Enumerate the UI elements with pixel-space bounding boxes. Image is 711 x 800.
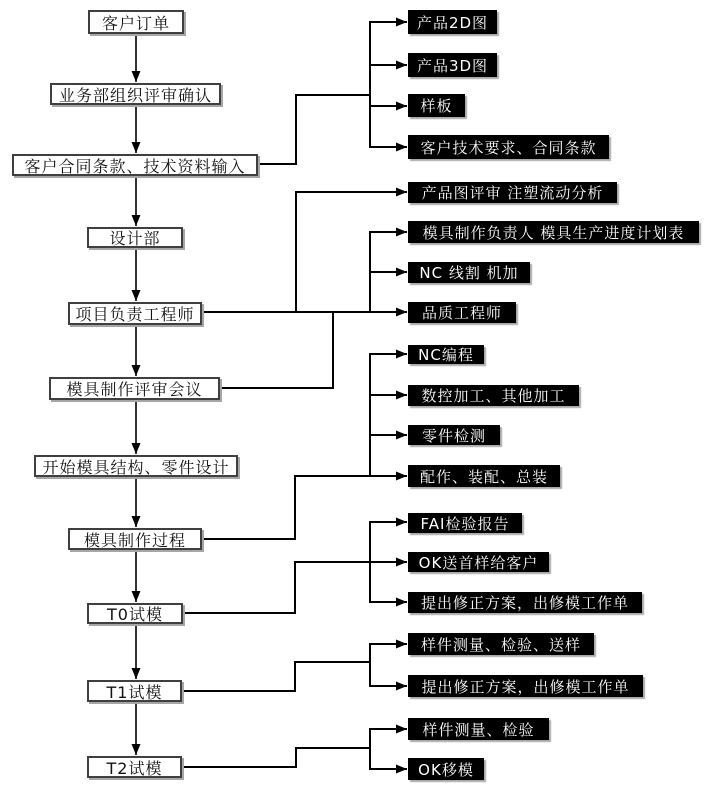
output-revision-plan-t0: 提出修正方案，出修模工作单 — [408, 592, 642, 613]
output-part-inspection: 零件检测 — [408, 425, 500, 445]
output-sample-measure-inspect: 样件测量、检验 — [408, 718, 549, 740]
flow-step-t2-trial: T2试模 — [87, 756, 182, 778]
output-revision-plan-t1: 提出修正方案，出修模工作单 — [408, 675, 643, 697]
edge-group-inputs — [258, 21, 407, 164]
output-cnc-other-machining: 数控加工、其他加工 — [408, 385, 579, 406]
flow-step-mold-making-process: 模具制作过程 — [68, 528, 202, 550]
output-product-2d-drawing: 产品2D图 — [408, 10, 497, 34]
edge-group-mold-making — [202, 353, 407, 539]
output-fai-report: FAI检验报告 — [408, 513, 522, 533]
output-fitting-assembly: 配作、装配、总装 — [408, 465, 560, 487]
output-customer-tech-requirements: 客户技术要求、合同条款 — [408, 135, 609, 159]
output-sample-board: 样板 — [408, 94, 465, 117]
output-sample-measure-inspect-send: 样件测量、检验、送样 — [408, 633, 594, 655]
output-nc-programming: NC编程 — [408, 345, 484, 364]
flow-step-customer-order: 客户订单 — [88, 10, 184, 34]
output-nc-wirecut-machining: NC 线割 机加 — [408, 262, 530, 283]
edge-group-t1 — [182, 643, 407, 691]
output-drawing-review-flow-analysis: 产品图评审 注塑流动分析 — [408, 182, 617, 203]
edge-group-t2 — [182, 728, 407, 770]
edge-group-t0 — [183, 521, 407, 613]
output-product-3d-drawing: 产品3D图 — [408, 53, 497, 77]
flow-step-t1-trial: T1试模 — [87, 680, 182, 702]
flow-step-structure-part-design: 开始模具结构、零件设计 — [34, 455, 238, 477]
flow-step-business-review: 业务部组织评审确认 — [50, 83, 221, 105]
flow-step-contract-tech-input: 客户合同条款、技术资料输入 — [12, 154, 258, 176]
output-ok-mold-transfer: OK移模 — [408, 758, 484, 780]
flow-step-t0-trial: T0试模 — [87, 603, 183, 624]
output-ok-first-sample: OK送首样给客户 — [408, 552, 549, 572]
output-quality-engineer: 品质工程师 — [408, 302, 516, 323]
output-mold-leader-schedule: 模具制作负责人 模具生产进度计划表 — [408, 221, 699, 243]
flow-step-project-engineer: 项目负责工程师 — [68, 302, 202, 325]
edge-group-engineer — [202, 192, 407, 388]
flow-step-design-dept: 设计部 — [87, 227, 183, 248]
flow-step-mold-review-meeting: 模具制作评审会议 — [49, 377, 220, 400]
